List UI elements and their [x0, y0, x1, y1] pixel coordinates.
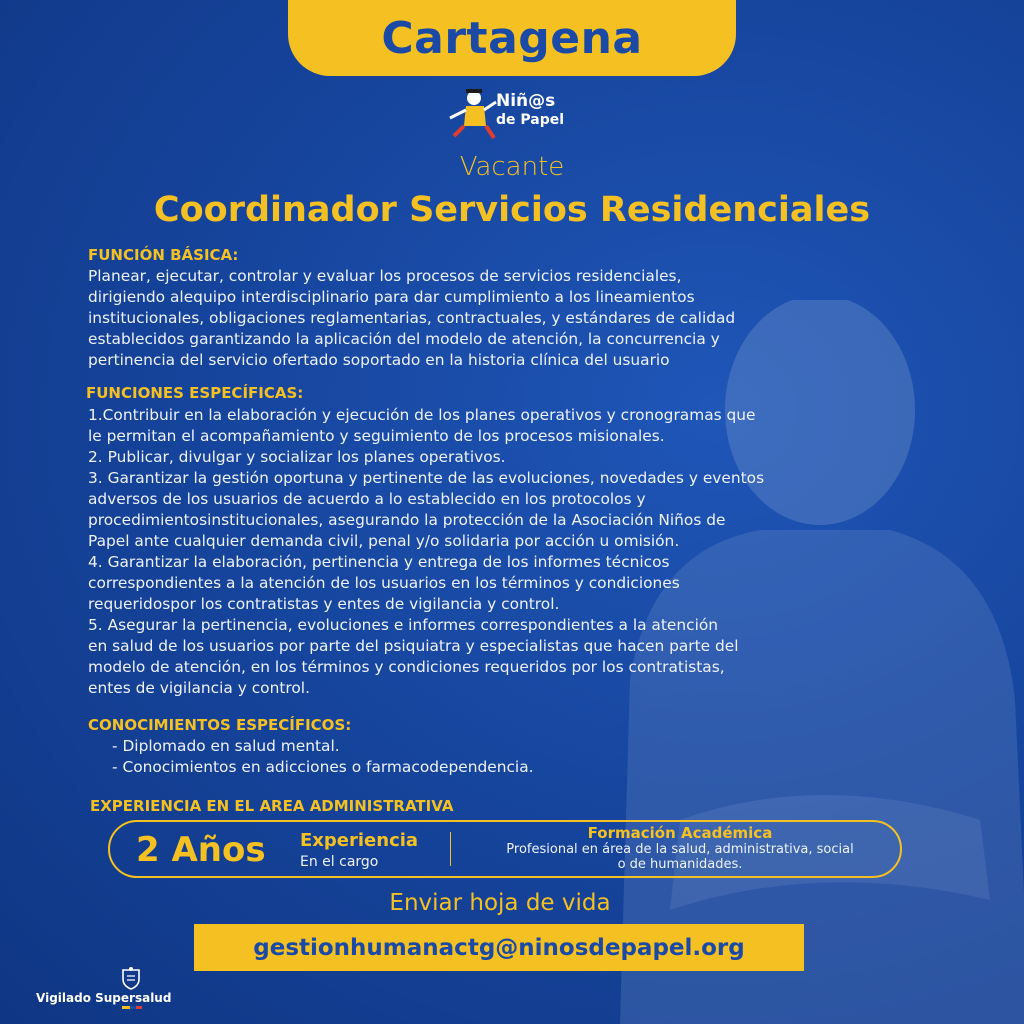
experience-heading: EXPERIENCIA EN EL AREA ADMINISTRATIVA: [90, 797, 454, 815]
text-line: correspondientes a la atención de los usuarios en los términos y condiciones: [88, 574, 680, 592]
text-line: dirigiendo alequipo interdisciplinario para dar cumplimiento a los lineamientos: [88, 288, 695, 306]
specific-functions-text: [88, 405, 928, 699]
experience-subtitle: En el cargo: [300, 854, 379, 870]
specific-functions-heading: FUNCIONES ESPECÍFICAS:: [86, 384, 304, 402]
education-line: o de humanidades.: [617, 857, 743, 872]
email-banner[interactable]: [194, 924, 804, 971]
text-line: 2. Publicar, divulgar y socializar los planes operativos.: [88, 448, 506, 466]
text-line: 1.Contribuir en la elaboración y ejecución de los planes operativos y cronogramas que: [88, 406, 756, 424]
text-line: entes de vigilancia y control.: [88, 679, 310, 697]
text-line: establecidos garantizando la aplicación del modelo de atención, la concurrencia y: [88, 330, 720, 348]
supersalud-badge: Vigilado Supersalud: [36, 991, 172, 1005]
city-name: Cartagena: [381, 12, 643, 64]
knowledge-item: - Conocimientos en adicciones o farmacodependencia.: [112, 758, 534, 776]
experience-title: Experiencia: [300, 830, 419, 851]
logo-wordmark: [496, 92, 564, 130]
text-line: en salud de los usuarios por parte del psiquiatra y especialistas que hacen parte del: [88, 637, 739, 655]
education-text: [470, 842, 890, 872]
knowledge-item: - Diplomado en salud mental.: [112, 737, 340, 755]
text-line: Planear, ejecutar, controlar y evaluar los procesos de servicios residenciales,: [88, 267, 682, 285]
text-line: adversos de los usuarios de acuerdo a lo establecido en los protocolos y: [88, 490, 646, 508]
education-title: Formación Académica: [587, 824, 773, 842]
knowledge-list: [88, 736, 928, 778]
divider: [450, 832, 451, 866]
requirements-summary-box: [108, 820, 902, 878]
job-title: Coordinador Servicios Residenciales: [153, 190, 871, 230]
logo-line-2: de Papel: [496, 112, 565, 128]
text-line: le permitan el acompañamiento y seguimiento de los procesos misionales.: [88, 427, 665, 445]
education-line: Profesional en área de la salud, administrativa, social: [506, 842, 854, 857]
years-value: 2 Años: [136, 830, 266, 870]
text-line: institucionales, obligaciones reglamentarias, contractuales, y estándares de calidad: [88, 309, 736, 327]
coat-of-arms-icon: [120, 966, 142, 990]
email-address[interactable]: gestionhumanactg@ninosdepapel.org: [253, 934, 745, 961]
text-line: 3. Garantizar la gestión oportuna y pertinente de las evoluciones, novedades y eventos: [88, 469, 765, 487]
text-line: Papel ante cualquier demanda civil, penal y/o solidaria por acción u omisión.: [88, 532, 680, 550]
basic-function-text: [88, 266, 928, 371]
city-banner: [288, 0, 736, 76]
text-line: procedimientosinstitucionales, asegurando la protección de la Asociación Niños de: [88, 511, 726, 529]
send-cv-label: Enviar hoja de vida: [389, 890, 611, 916]
text-line: 5. Asegurar la pertinencia, evoluciones e informes correspondientes a la atención: [88, 616, 719, 634]
flag-stripe-icon: [122, 1006, 142, 1009]
text-line: requeridospor los contratistas y entes de vigilancia y control.: [88, 595, 560, 613]
text-line: 4. Garantizar la elaboración, pertinencia y entrega de los informes técnicos: [88, 553, 670, 571]
vacancy-label: Vacante: [459, 152, 565, 182]
text-line: pertinencia del servicio ofertado soportado en la historia clínica del usuario: [88, 351, 670, 369]
knowledge-heading: CONOCIMIENTOS ESPECÍFICOS:: [88, 716, 352, 734]
text-line: modelo de atención, en los términos y condiciones requeridos por los contratistas,: [88, 658, 725, 676]
basic-function-heading: FUNCIÓN BÁSICA:: [88, 246, 239, 264]
logo-line-1: Niñ@s: [496, 91, 556, 111]
